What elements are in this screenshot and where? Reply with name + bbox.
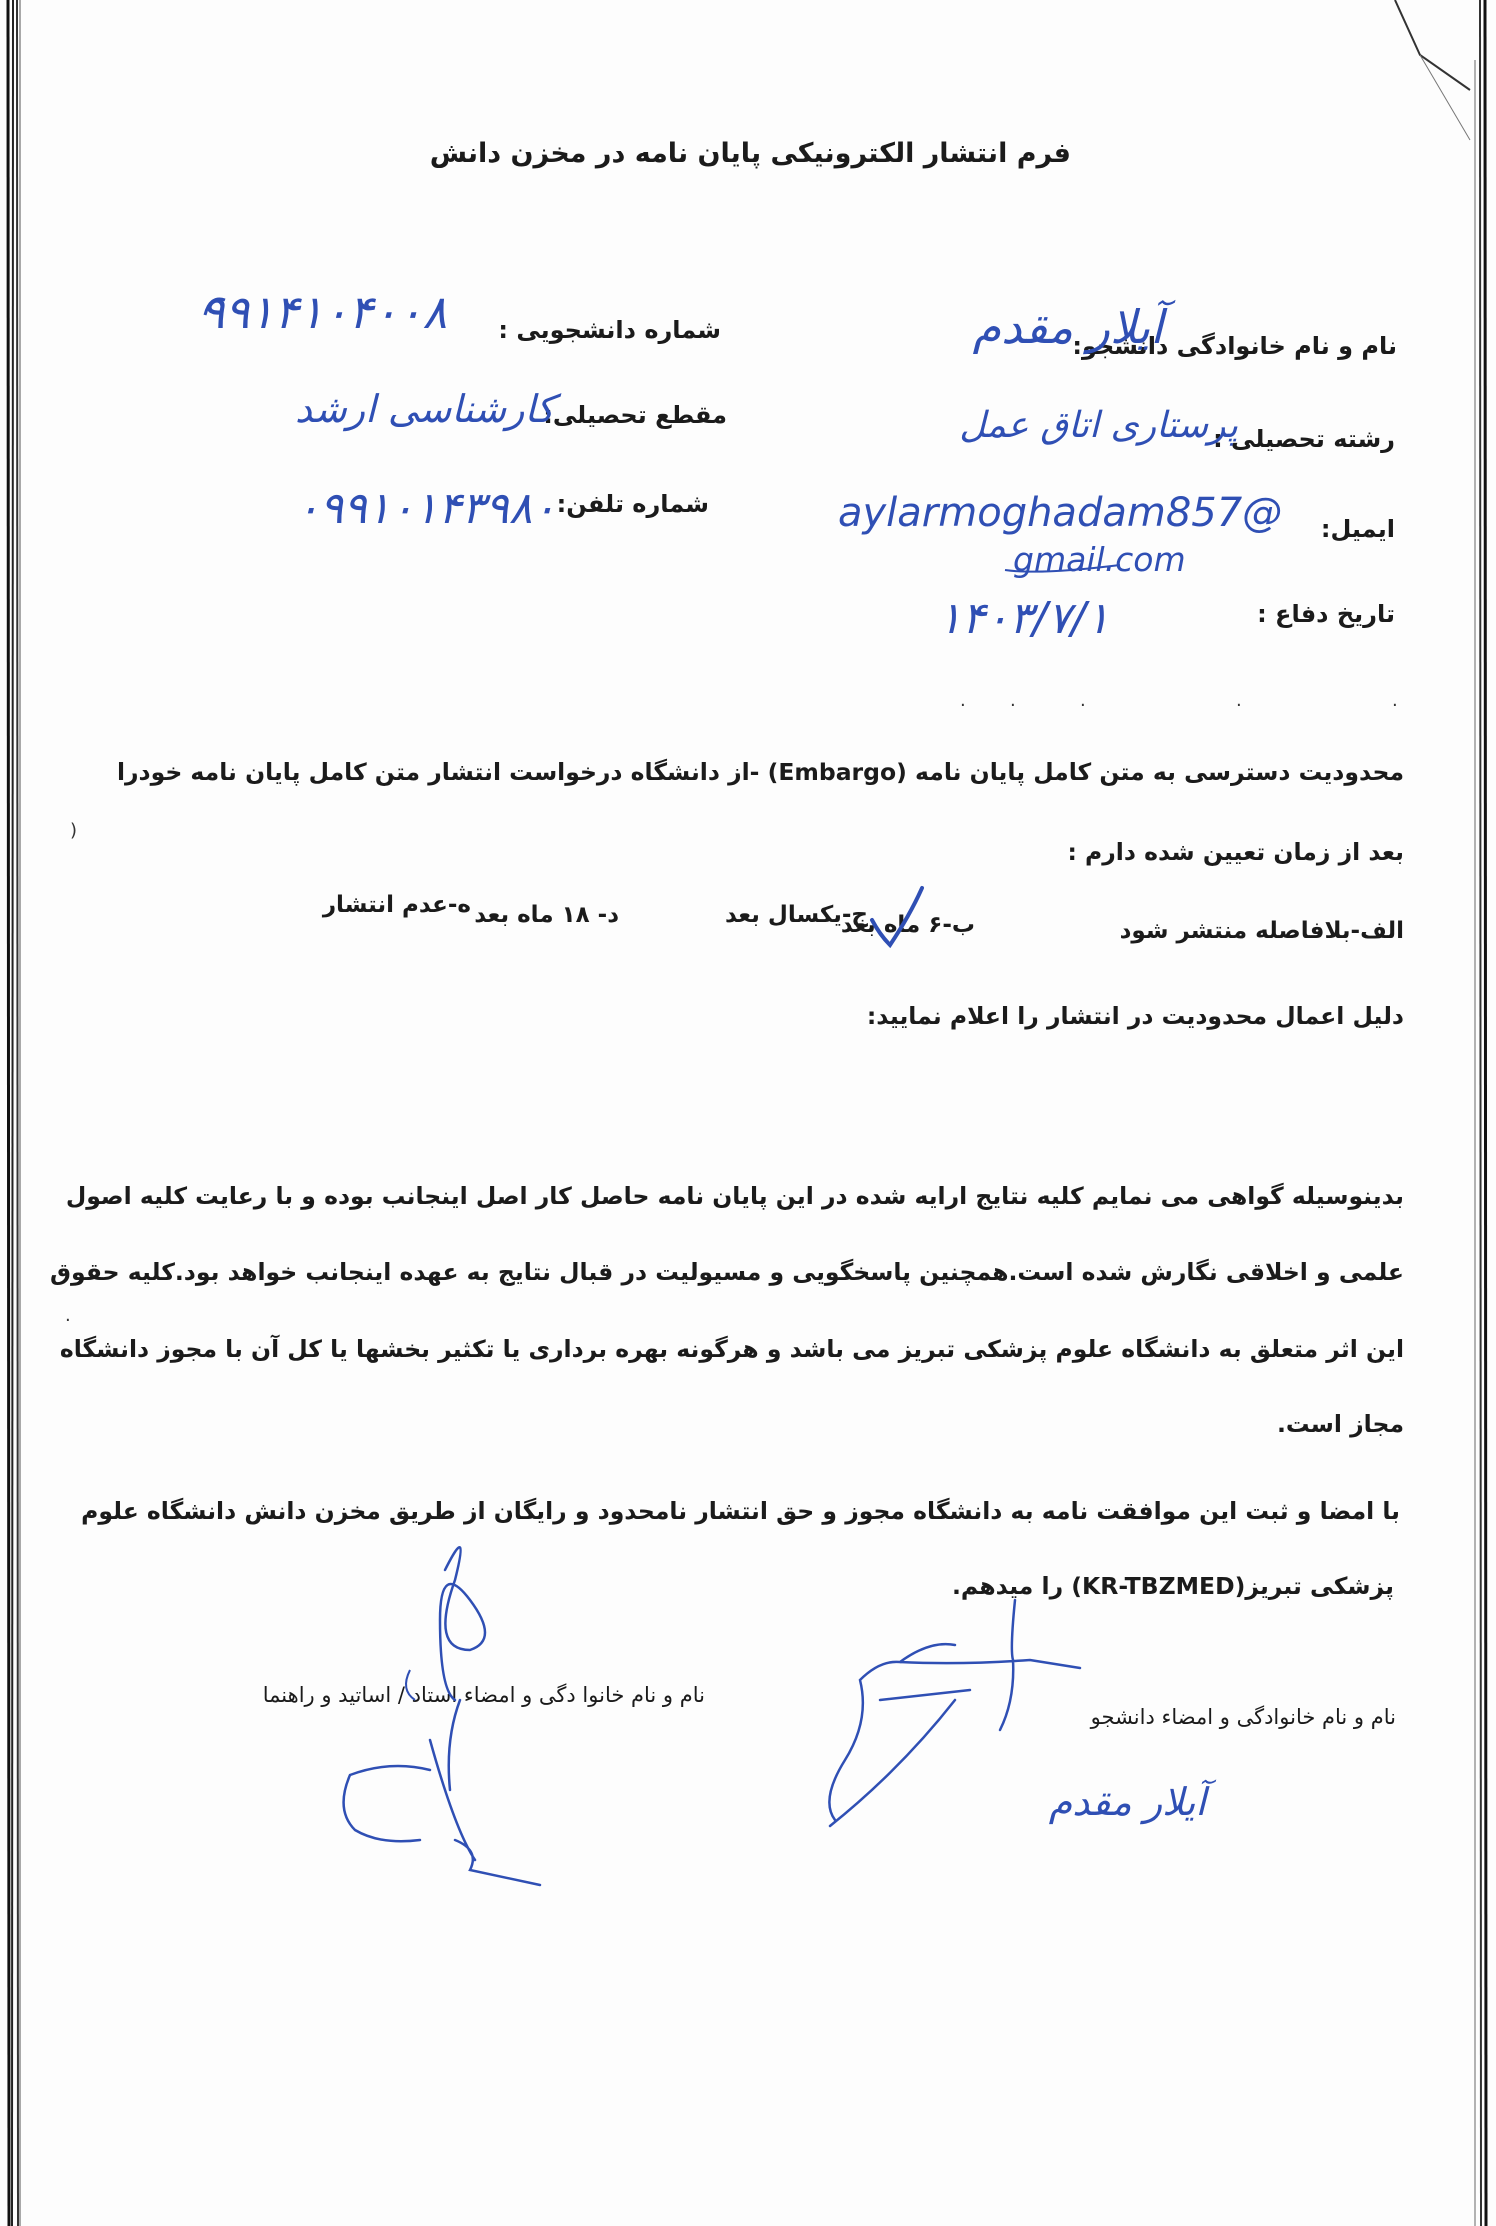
embargo-option-immediate: الف-بلافاصله منتشر شود <box>1119 918 1404 944</box>
field-of-study-handwritten: پرستاری اتاق عمل <box>959 405 1238 446</box>
selected-checkmark <box>872 888 922 945</box>
embargo-option-1-year: ج-یکسال بعد <box>724 902 868 928</box>
embargo-option-6-months: ب-۶ ماه بعد <box>840 912 975 938</box>
form-title: فرم انتشار الکترونیکی پایان نامه در مخزن دانش <box>429 138 1071 169</box>
degree-handwritten: کارشناسی ارشد <box>295 387 555 431</box>
phone-label: شماره تلفن: <box>556 490 709 518</box>
student-name-handwritten: آیلار مقدم <box>972 300 1163 354</box>
student-signature-label: نام و نام خانوادگی و امضاء دانشجو <box>1090 1705 1396 1729</box>
email-handwritten-line1: aylarmoghadam857@ <box>838 490 1283 536</box>
defense-date-handwritten: ۱۴۰۳/۷/۱ <box>938 593 1110 644</box>
email-handwritten-line2: gmail.com <box>1013 540 1186 579</box>
scan-dot: . <box>1080 690 1086 711</box>
agreement-line2: پزشکی تبریز(KR-TBZMED) را میدهم. <box>951 1572 1394 1600</box>
advisor-signature <box>344 1547 540 1885</box>
agreement-line1: با امضا و ثبت این موافقت نامه به دانشگاه مجوز و حق انتشار نامحدود و رایگان از طریق مخزن دانش دانشگاه علوم <box>81 1497 1400 1525</box>
email-label: ایمیل: <box>1320 515 1395 543</box>
scan-dot: . <box>65 1305 71 1326</box>
certification-line2: علمی و اخلاقی نگارش شده است.همچنین پاسخگویی و مسیولیت در قبال نتایج به عهده اینجانب خواهد بود.کلیه حقوق <box>49 1258 1404 1286</box>
embargo-text-line2: بعد از زمان تعیین شده دارم : <box>1067 838 1404 866</box>
advisor-signature-label: نام و نام خانوا دگی و امضاء استاد / اساتید و راهنما <box>262 1683 705 1707</box>
degree-label: مقطع تحصیلی: <box>543 401 727 429</box>
embargo-option-18-months: د- ۱۸ ماه بعد <box>474 902 619 928</box>
student-id-handwritten: ۹۹۱۴۱۰۴۰۰۸ <box>200 285 448 339</box>
embargo-option-no-publish: ه-عدم انتشار <box>322 892 471 918</box>
student-id-label: شماره دانشجویی : <box>498 316 721 344</box>
scan-dot: . <box>1010 690 1016 711</box>
defense-date-label: تاریخ دفاع : <box>1257 600 1395 628</box>
student-signature <box>829 1600 1080 1826</box>
student-handwritten-name: آیلار مقدم <box>1048 1780 1206 1824</box>
field-of-study-label: رشته تحصیلی : <box>1213 425 1395 453</box>
embargo-text-line1: محدودیت دسترسی به متن کامل پایان نامه (Embargo) -از دانشگاه درخواست انتشار متن کامل پایان نامه خودرا <box>116 758 1404 786</box>
scan-dot: . <box>1392 690 1398 711</box>
certification-line3: این اثر متعلق به دانشگاه علوم پزشکی تبریز می باشد و هرگونه بهره برداری یا تکثیر بخشها یا کل آن با مجوز دانشگاه <box>59 1335 1404 1363</box>
scan-dot: . <box>960 690 966 711</box>
embargo-reason-prompt: دلیل اعمال محدودیت در انتشار را اعلام نمایید: <box>866 1002 1404 1030</box>
scan-dot: . <box>1236 690 1242 711</box>
certification-line4: مجاز است. <box>1277 1410 1404 1438</box>
student-name-label: نام و نام خانوادگی دانشجو: <box>1072 332 1397 360</box>
certification-line1: بدینوسیله گواهی می نمایم کلیه نتایج ارایه شده در این پایان نامه حاصل کار اصل اینجانب بوده و با رعایت کلیه اصول <box>65 1182 1404 1210</box>
phone-handwritten: ۰۹۹۱۰۱۴۳۹۸۰ <box>296 483 556 534</box>
scan-dot: ) <box>70 820 78 841</box>
